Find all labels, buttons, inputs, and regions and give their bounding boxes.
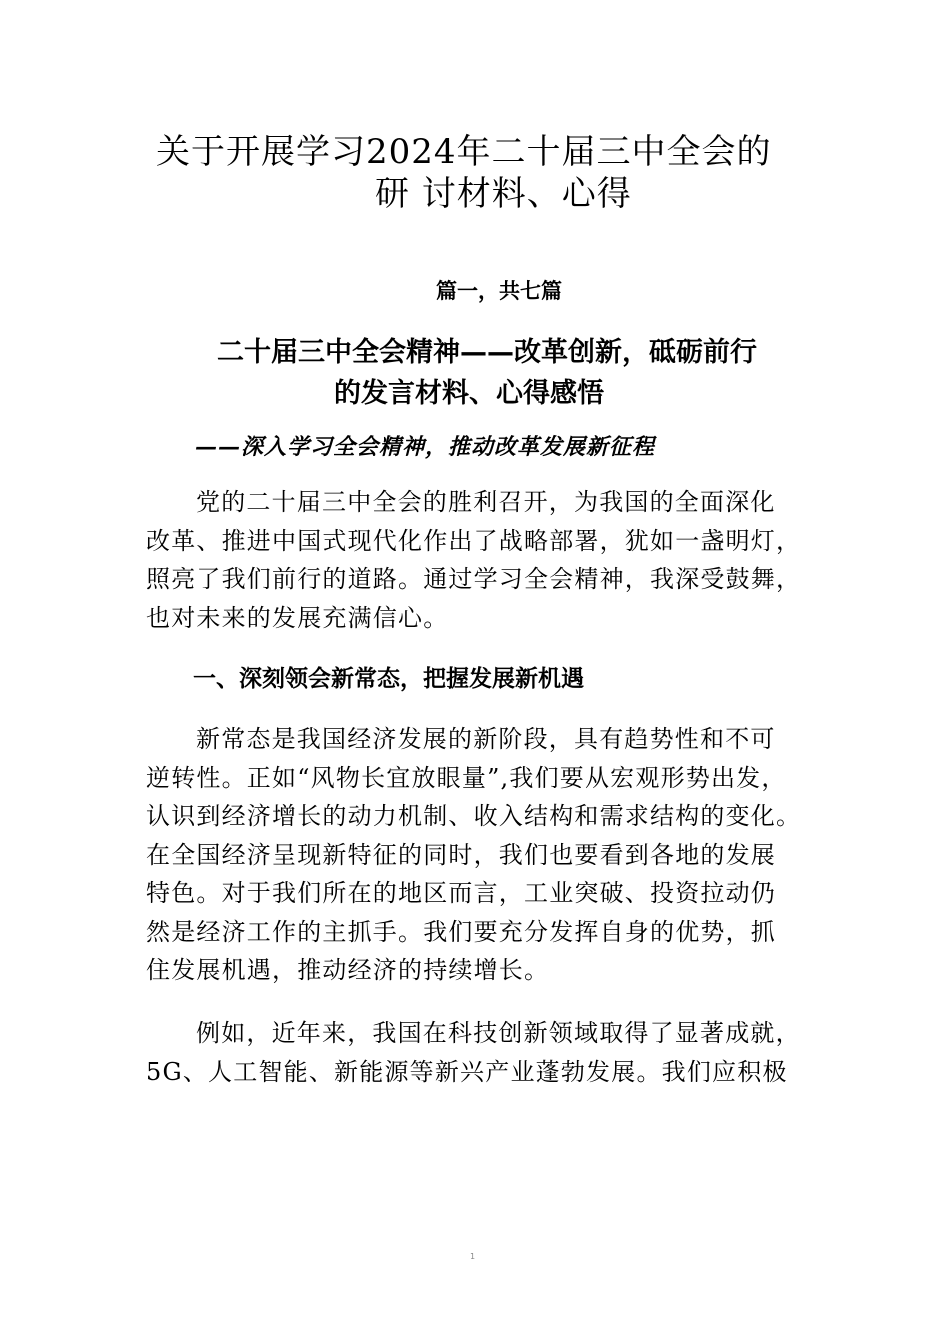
paragraph-line: 特色。对于我们所在的地区而言，工业突破、投资拉动仍 [146,879,776,907]
paragraph-line: 改革、推进中国式现代化作出了战略部署，犹如一盏明灯， [146,526,802,555]
paragraph-line: 然是经济工作的主抓手。我们要充分发挥自身的优势，抓 [146,917,776,946]
subtitle-line-1: 二十届三中全会精神——改革创新，砥砺前行 [217,337,757,368]
paragraph-line: 住发展机遇，推动经济的持续增长。 [146,956,550,984]
paragraph-line: 例如，近年来，我国在科技创新领域取得了显著成就， [196,1019,801,1047]
part-label [0,275,950,305]
paragraph-line: 党的二十届三中全会的胜利召开，为我国的全面深化 [196,488,776,516]
paragraph-line: 5G、人工智能、新能源等新兴产业蓬勃发展。我们应积极 [146,1057,788,1086]
document-title-line-2: 研 讨材料、心得 [375,174,632,214]
subtitle-line-2: 的发言材料、心得感悟 [334,378,604,409]
document-title-line-1: 关于开展学习2024年二十届三中全会的 [156,132,772,172]
paragraph-2 [146,720,836,990]
paragraph-line: 认识到经济增长的动力机制、收入结构和需求结构的变化。 [146,802,802,830]
paragraph-line: 也对未来的发展充满信心。 [146,603,449,632]
paragraph-3 [146,1014,836,1091]
paragraph-line: 在全国经济呈现新特征的同时，我们也要看到各地的发展 [146,840,776,869]
paragraph-line: 照亮了我们前行的道路。通过学习全会精神，我深受鼓舞， [146,565,802,593]
paragraph-line: 新常态是我国经济发展的新阶段，具有趋势性和不可 [196,725,776,753]
paragraph-1 [146,483,836,637]
tagline: ——深入学习全会精神，推动改革发展新征程 [195,434,656,460]
part-label-text: 篇一，共七篇 [436,278,562,303]
page-number: 1 [470,1252,476,1261]
paragraph-line: 逆转性。正如“风物长宜放眼量”,我们要从宏观形势出发， [146,763,787,792]
section-heading-1: 一、深刻领会新常态，把握发展新机遇 [193,666,584,692]
